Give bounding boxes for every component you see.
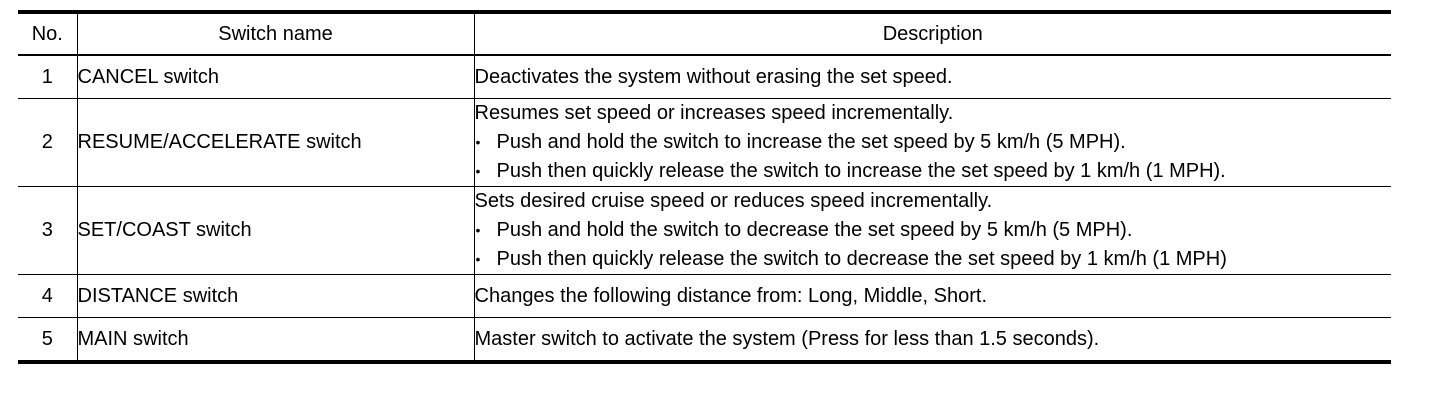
switch-description	[474, 99, 1391, 187]
bullet-item	[475, 128, 1392, 157]
bullet-text: Push then quickly release the switch to decrease the set speed by 1 km/h (1 MPH)	[496, 248, 1227, 270]
header-description: Description	[474, 12, 1391, 55]
row-number: 3	[18, 187, 77, 275]
row-number: 5	[18, 318, 77, 363]
table-row	[18, 187, 1391, 275]
switch-name: DISTANCE switch	[77, 275, 474, 318]
bullet-item	[475, 216, 1392, 245]
switch-name: RESUME/ACCELERATE switch	[77, 99, 474, 187]
table-row	[18, 318, 1391, 363]
bullet-icon: •	[475, 251, 481, 267]
bullet-item	[475, 157, 1392, 186]
header-switch-name: Switch name	[77, 12, 474, 55]
table-row	[18, 275, 1391, 318]
row-number: 4	[18, 275, 77, 318]
bullet-text: Push and hold the switch to increase the set speed by 5 km/h (5 MPH).	[496, 131, 1126, 153]
switch-description-table	[18, 10, 1391, 364]
description-text: Changes the following distance from: Long, Middle, Short.	[474, 284, 988, 307]
bullet-icon: •	[475, 222, 481, 238]
bullet-item	[475, 245, 1392, 274]
description-text: Sets desired cruise speed or reduces speed incrementally.	[474, 190, 993, 212]
bullet-text: Push and hold the switch to decrease the set speed by 5 km/h (5 MPH).	[496, 219, 1133, 241]
switch-name: CANCEL switch	[77, 55, 474, 99]
switch-description	[474, 318, 1391, 363]
switch-name: MAIN switch	[77, 318, 474, 363]
row-number: 2	[18, 99, 77, 187]
description-bullet-list	[475, 128, 1392, 186]
switch-name: SET/COAST switch	[77, 187, 474, 275]
switch-description	[474, 55, 1391, 99]
bullet-icon: •	[475, 134, 481, 150]
switch-description	[474, 275, 1391, 318]
description-text: Deactivates the system without erasing the set speed.	[474, 65, 953, 88]
table-row	[18, 99, 1391, 187]
bullet-icon: •	[475, 163, 481, 179]
description-text: Resumes set speed or increases speed incrementally.	[474, 102, 954, 124]
row-number: 1	[41, 65, 53, 88]
description-text: Master switch to activate the system (Press for less than 1.5 seconds).	[474, 327, 1100, 350]
bullet-text: Push then quickly release the switch to increase the set speed by 1 km/h (1 MPH).	[496, 160, 1226, 182]
table-row	[18, 55, 1391, 99]
description-bullet-list	[475, 216, 1392, 274]
header-no: No.	[18, 12, 77, 55]
switch-description	[474, 187, 1391, 275]
table-header-row	[18, 12, 1391, 55]
